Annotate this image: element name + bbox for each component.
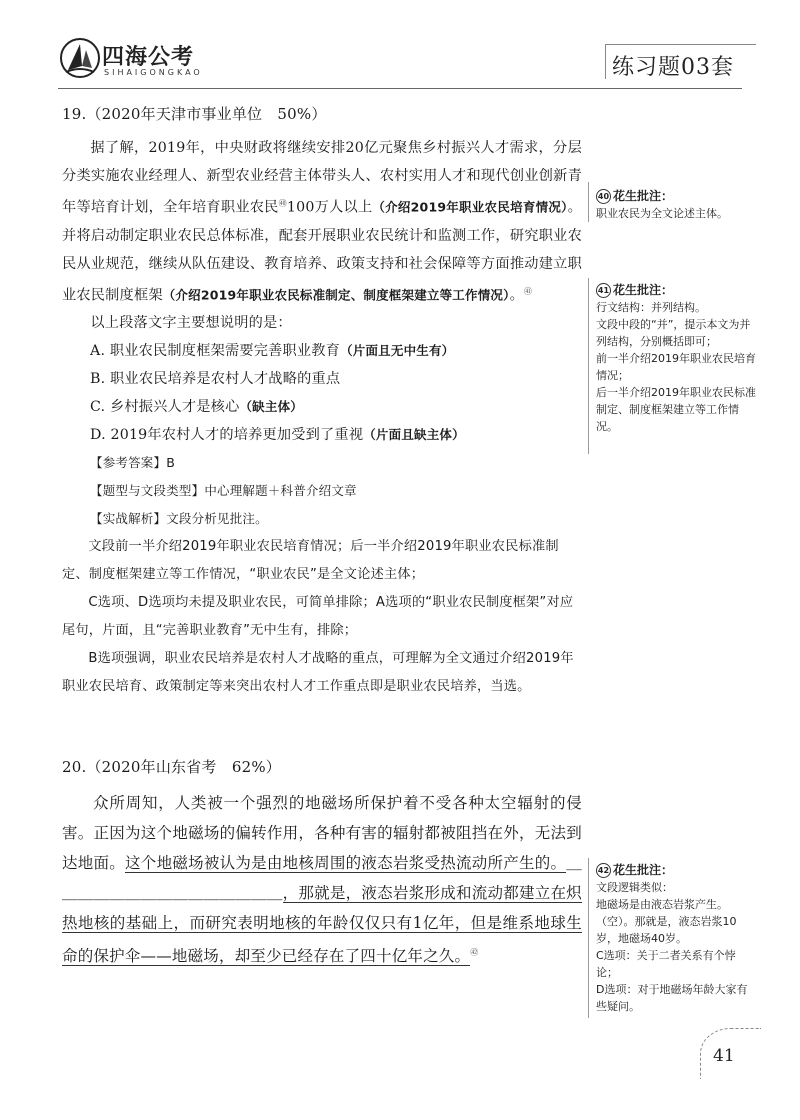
note-41-line: 行文结构：并列结构。 [596,301,706,314]
type-line [62,477,582,505]
analysis-line [62,505,582,533]
q20-text-3: ，那就是，液态岩浆形成和流动都建立在炽热地核的基础上，而研究表明地核的年龄仅仅只有1亿年，但是维系地球生命的保护伞——地磁场，却至少已经存在了四十亿年之久。 [62,884,582,966]
sidebar-divider-2 [588,278,589,454]
note-42-line: 地磁场是由液态岩浆产生。 [596,898,728,911]
note-40-line: 职业农民为全文论述主体。 [596,207,728,220]
annotation-mark-40: ㊵ [278,199,287,208]
q19-inline-note-1: （介绍2019年职业农民培育情况） [372,199,568,215]
note-42-number: 42 [596,863,611,878]
q20-blank: ＿＿＿＿＿＿＿＿＿＿＿＿＿＿＿ [62,854,582,902]
q19-passage-part1: 据了解，2019年，中央财政将继续安排20亿元聚焦乡村振兴人才需求，分层分类实施农业经理人、新型农业经营主体带头人、农村实用人才和现代创业创新青年等培育计划，全年培育职业农民 [62,140,582,216]
explanation-2: C选项、D选项均未提及职业农民，可简单排除；A选项的“职业农民制度框架”对应尾句，片面，且“完善职业教育”无中生有，排除； [62,595,574,639]
q20-passage [62,788,582,971]
note-40-number: 40 [596,189,611,204]
type-label: 【题型与文段类型】 [90,483,205,499]
question-20 [62,752,582,971]
set-title: 练习题03套 [612,55,734,80]
answer-value: B [166,455,175,471]
option-a-text: A. 职业农民制度框架需要完善职业教育 [90,343,341,360]
q19-passage [62,134,582,309]
option-a-note: （片面且无中生有） [340,343,455,359]
sidebar-note-42 [596,862,756,1015]
analysis-value: 文段分析见批注。 [166,511,268,527]
note-41-title-text: 花生批注： [613,283,674,297]
sidebar-divider-1 [588,182,589,222]
note-42-line: C选项：关于二者关系有个悖论； [596,949,736,979]
q19-option-a [62,337,582,365]
option-b-text: B. 职业农民培养是农村人才战略的重点 [90,371,341,388]
q19-inline-note-2: （介绍2019年职业农民标准制定、制度框架建立等工作情况） [162,287,510,303]
answer-line [62,449,582,477]
q19-option-d [62,421,582,449]
page-number: 41 [713,1046,735,1066]
note-42-line: D选项：对于地磁场年龄大家有些疑问。 [596,983,748,1013]
logo-subtitle: SIHAIGONGKAO [104,68,203,77]
q19-passage-part4: 。 [509,287,524,304]
analysis-label: 【实战解析】 [90,511,167,527]
logo-text: 四海公考 [102,45,195,70]
note-42-title-text: 花生批注： [613,863,674,877]
q19-passage-part3: 。并将启动制定职业农民总体标准，配套开展职业农民统计和监测工作，研究职业农民从业规范，继续从队伍建设、教育培养、政策支持和社会保障等方面推动建立职业农民制度框架 [62,199,582,304]
type-value: 中心理解题＋科普介绍文章 [204,483,357,499]
header-rule [58,88,742,89]
explanation-1: 文段前一半介绍2019年职业农民培育情况；后一半介绍2019年职业农民标准制定、制度框架建立等工作情况，“职业农民”是全文论述主体； [62,539,559,583]
note-42-title [596,862,756,879]
note-41-line: 前一半介绍2019年职业农民培育情况； [596,352,756,382]
note-42-line: （空）。那就是，液态岩浆10岁，地磁场40岁。 [596,915,737,945]
q20-underlined-sentence: 这个地磁场被认为是由地核周围的液态岩浆受热流动所产生的。 [125,854,567,872]
note-42-line: 文段逻辑类似： [596,881,673,894]
sihai-logo-icon [60,36,100,80]
option-c-text: C. 乡村振兴人才是核心 [90,399,240,416]
explanation-3: B选项强调，职业农民培养是农村人才战略的重点，可理解为全文通过介绍2019年职业农民培育、政策制定等来突出农村人才工作重点即是职业农民培养，当选。 [62,651,574,695]
sidebar-note-40 [596,188,756,222]
note-40-title-text: 花生批注： [613,189,674,203]
q19-option-c [62,393,582,421]
annotation-mark-42: ㊷ [470,948,479,957]
q19-answer-block [62,449,582,533]
note-41-line: 文段中段的“并”，提示本文为并列结构，分别概括即可； [596,318,751,348]
option-d-note: （片面且缺主体） [363,427,465,443]
note-41-title [596,282,756,299]
q19-heading: 19.（2020年天津市事业单位 50%） [62,105,327,123]
annotation-mark-41: ㊶ [523,286,533,296]
q20-text-1: 众所周知，人类被一个强烈的地磁场所保护着不受各种太空辐射的侵害。正因为这个地磁场的偏转作用，各种有害的辐射都被阻挡在外，无法到达地面。 [62,794,582,872]
q19-option-b [62,365,582,393]
q19-question: 以上段落文字主要想说明的是： [90,315,292,332]
question-19 [62,100,582,701]
note-41-number: 41 [596,283,611,298]
note-41-line: 后一半介绍2019年职业农民标准制定、制度框架建立等工作情况。 [596,386,756,433]
answer-label: 【参考答案】 [90,455,167,471]
sidebar-divider-3 [588,858,589,1018]
q20-heading: 20.（2020年山东省考 62%） [62,758,281,776]
sidebar-note-41 [596,282,756,435]
option-d-text: D. 2019年农村人才的培养更加受到了重视 [90,427,364,444]
option-c-note: （缺主体） [239,399,303,415]
note-40-title [596,188,756,205]
q19-passage-part2: 100万人以上 [286,199,373,216]
